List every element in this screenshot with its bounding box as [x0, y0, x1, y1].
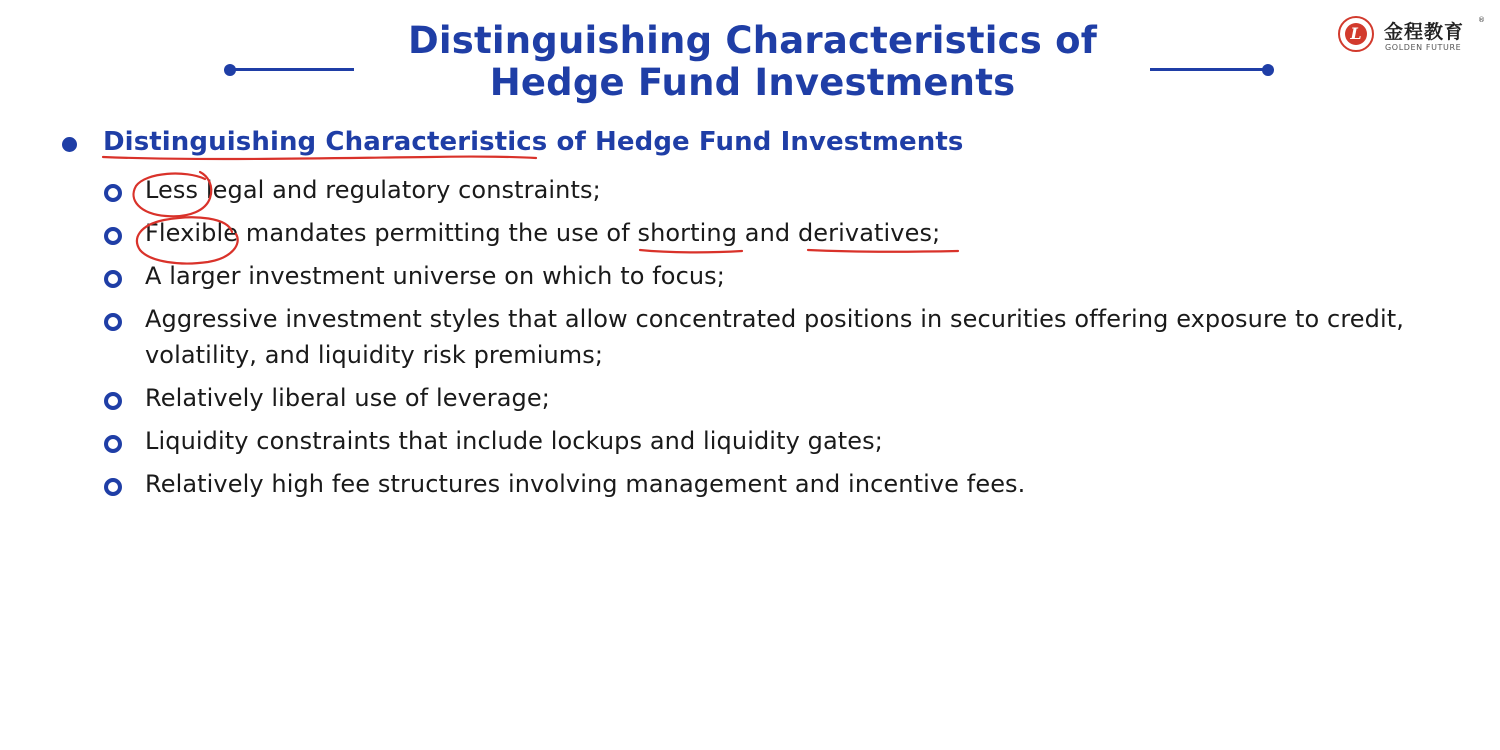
logo-name-en: GOLDEN FUTURE: [1385, 43, 1462, 52]
list-item-text: Relatively liberal use of leverage;: [145, 384, 550, 412]
ring-bullet-icon: [104, 478, 122, 496]
title-decoration-left: [224, 64, 354, 76]
bullet-list: [100, 172, 1430, 509]
ring-bullet-icon: [104, 313, 122, 331]
title-line-1: Distinguishing Characteristics of: [407, 19, 1098, 62]
bullet-icon: [62, 137, 77, 152]
title-decoration-right: [1150, 64, 1276, 76]
list-item: [100, 380, 1430, 416]
section-heading-text: Distinguishing Characteristics of Hedge Fund Investments: [103, 127, 964, 157]
ring-bullet-icon: [104, 227, 122, 245]
list-item-text: Aggressive investment styles that allow concentrated positions in securities offering exposure to credit, volatility, and liquidity risk premiums;: [145, 305, 1404, 369]
ring-bullet-icon: [104, 270, 122, 288]
list-item-text: A larger investment universe on which to focus;: [145, 262, 725, 290]
decoration-bar: [230, 68, 354, 71]
list-item: [100, 172, 1430, 208]
ring-bullet-icon: [104, 435, 122, 453]
decoration-bar: [1150, 68, 1268, 71]
list-item: [100, 215, 1430, 251]
list-item-text: Less legal and regulatory constraints;: [145, 176, 601, 204]
ring-bullet-icon: [104, 184, 122, 202]
logo-registered: ®: [1478, 16, 1485, 24]
brand-logo: [1338, 16, 1486, 56]
logo-mark: L: [1345, 23, 1367, 45]
logo-seal-icon: [1338, 16, 1374, 52]
list-item-text: Relatively high fee structures involving management and incentive fees.: [145, 470, 1026, 498]
list-item-text: Liquidity constraints that include lockups and liquidity gates;: [145, 427, 883, 455]
section-heading: [58, 125, 1458, 165]
list-item: [100, 466, 1430, 502]
list-item-text: Flexible mandates permitting the use of shorting and derivatives;: [145, 219, 941, 247]
logo-name-cn: 金程教育: [1384, 21, 1465, 43]
list-item: [100, 258, 1430, 294]
title-line-2: Hedge Fund Investments: [489, 61, 1016, 104]
list-item: [100, 301, 1430, 373]
decoration-dot: [1262, 64, 1274, 76]
page-title: [350, 20, 1155, 104]
list-item: [100, 423, 1430, 459]
ring-bullet-icon: [104, 392, 122, 410]
